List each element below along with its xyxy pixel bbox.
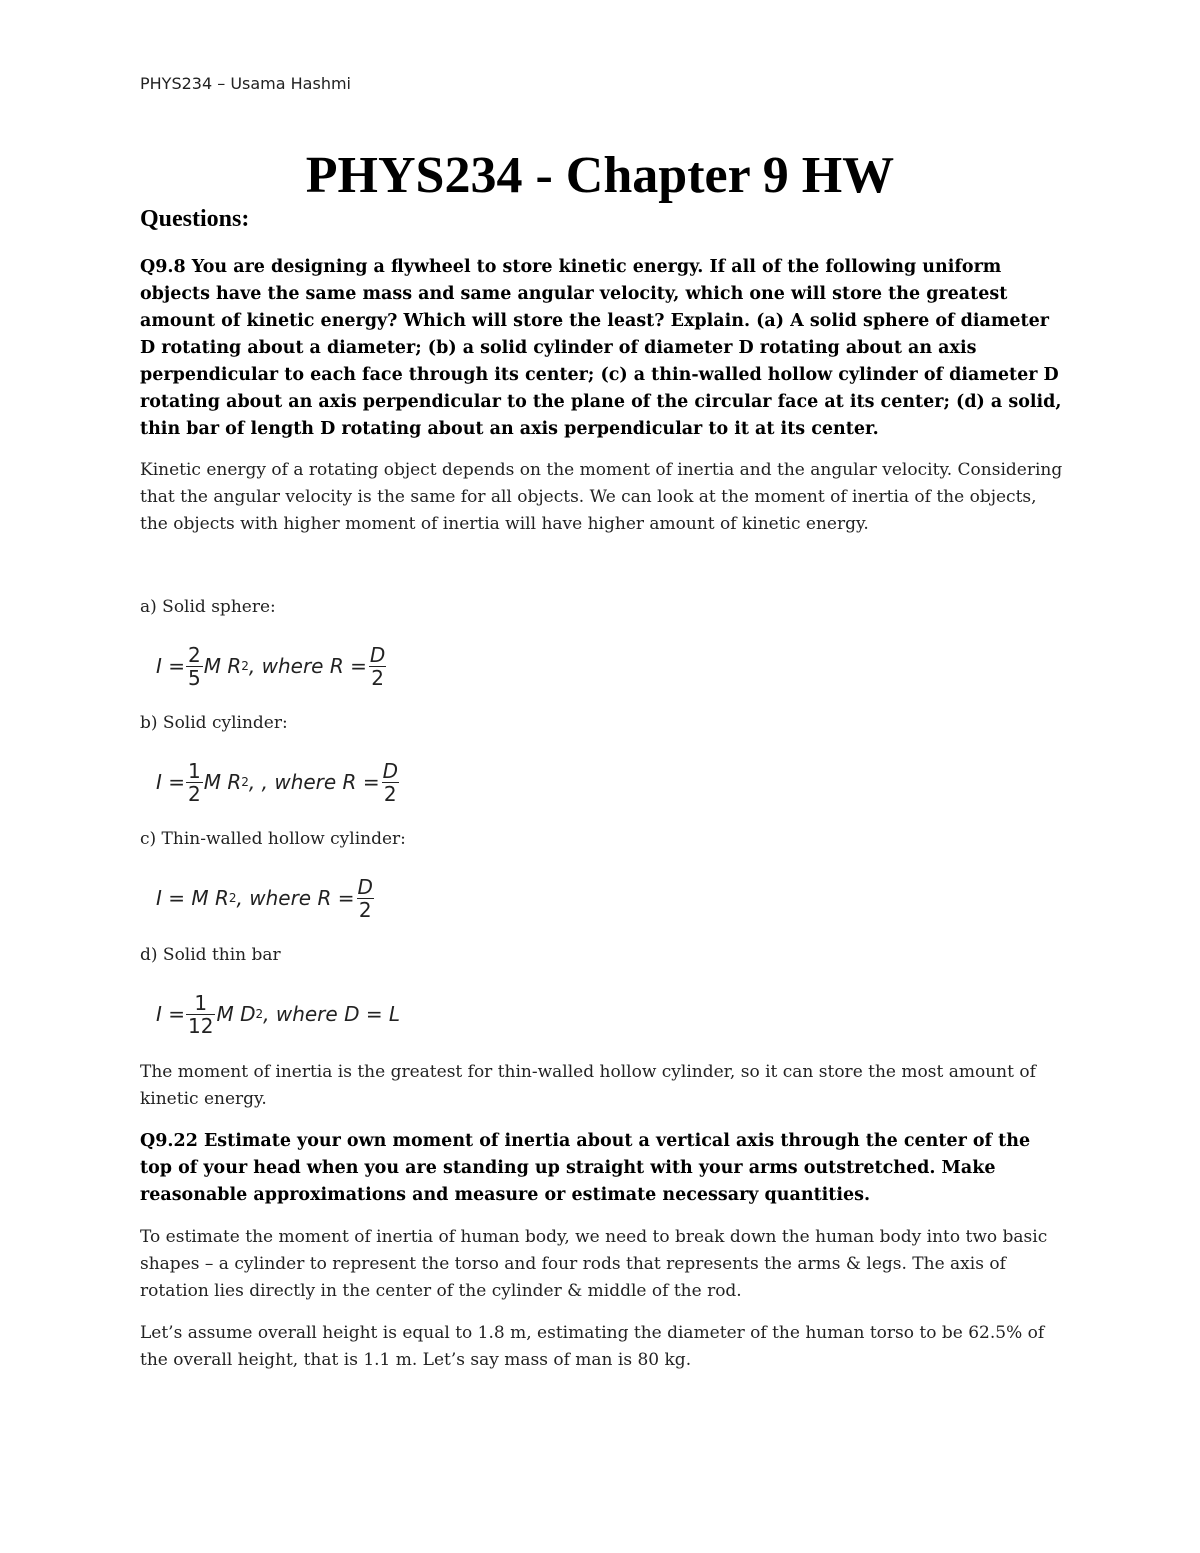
eq-where: , where R = [248, 654, 367, 678]
eq-lhs: I = [156, 1002, 186, 1026]
eq-exponent: 2 [228, 891, 237, 905]
answer-paragraph-1: To estimate the moment of inertia of human body, we need to break down the human body into two basic shapes – a cylinder to represent the torso and four rods that represents the arms & legs. The axis of rotation lies directly in the center of the cylinder & middle of the rod. [140, 1227, 1048, 1301]
eq-lhs: I = [156, 654, 186, 678]
equation-hollow-cylinder [156, 868, 376, 928]
eq-lhs: I = M R [156, 886, 229, 910]
question-q9-22: Q9.22 Estimate your own moment of inertia about a vertical axis through the center of the top of your head when you are standing up straight with your arms outstretched. Make reasonable approximations and measure or estimate necessary quantities. [140, 1131, 1031, 1205]
fraction-numerator: D [357, 874, 373, 899]
page-title: PHYS234 - Chapter 9 HW [305, 147, 895, 204]
eq-mass-term: M D [216, 1002, 256, 1026]
eq-exponent: 2 [241, 775, 249, 789]
fraction-denominator: 2 [371, 665, 384, 690]
eq-mass-term: M R [203, 770, 242, 794]
eq-lhs: I = [156, 770, 186, 794]
fraction-numerator: D [382, 758, 398, 783]
eq-where: , where D = L [263, 1002, 401, 1026]
running-header: PHYS234 – Usama Hashmi [140, 74, 351, 93]
fraction-denominator: 2 [188, 781, 201, 806]
fraction-coefficient [186, 992, 215, 1037]
fraction-coefficient [186, 644, 203, 689]
eq-where: , , where R = [248, 770, 380, 794]
eq-mass-term: M R [203, 654, 242, 678]
fraction-radius [368, 644, 387, 689]
fraction-radius [381, 760, 400, 805]
eq-exponent: 2 [255, 1007, 264, 1021]
fraction-denominator: 2 [358, 897, 372, 922]
fraction-radius [355, 876, 374, 921]
fraction-denominator: 12 [188, 1013, 214, 1038]
case-d-label: d) Solid thin bar [140, 945, 281, 965]
fraction-numerator: 1 [194, 990, 208, 1015]
fraction-numerator: 2 [188, 642, 201, 667]
fraction-coefficient [186, 760, 203, 805]
case-b-label: b) Solid cylinder: [140, 713, 288, 733]
question-q9-8: Q9.8 You are designing a flywheel to store kinetic energy. If all of the following uniform objects have the same mass and same angular velocity, which one will store the greatest amount of kinetic energy? Which will store the least? Explain. (a) A solid sphere of diameter D rotating about a diameter; (b) a solid cylinder of diameter D rotating about an axis perpendicular to each face through its center; (c) a thin-walled hollow cylinder of diameter D rotating about an axis perpendicular to the plane of the circular face at its center; (d) a solid, thin bar of length D rotating about an axis perpendicular to it at its center. [140, 257, 1062, 439]
case-a-label: a) Solid sphere: [140, 597, 276, 617]
eq-where: , where R = [236, 886, 355, 910]
fraction-numerator: D [369, 642, 386, 667]
equation-solid-cylinder [156, 752, 401, 812]
fraction-denominator: 5 [188, 665, 201, 690]
equation-solid-sphere [156, 636, 388, 696]
conclusion-paragraph: The moment of inertia is the greatest for thin-walled hollow cylinder, so it can store the most amount of kinetic energy. [140, 1062, 1036, 1109]
case-c-label: c) Thin-walled hollow cylinder: [140, 829, 406, 849]
eq-exponent: 2 [241, 659, 249, 673]
fraction-numerator: 1 [188, 758, 201, 783]
answer-paragraph-2: Let’s assume overall height is equal to 1.8 m, estimating the diameter of the human torso to be 62.5% of the overall height, that is 1.1 m. Let’s say mass of man is 80 kg. [140, 1323, 1045, 1370]
section-heading: Questions: [140, 206, 250, 232]
fraction-denominator: 2 [383, 781, 397, 806]
equation-thin-bar [156, 984, 400, 1044]
answer-intro: Kinetic energy of a rotating object depends on the moment of inertia and the angular velocity. Considering that the angular velocity is the same for all objects. We can look at the moment of inertia of the objects, the objects with higher moment of inertia will have higher amount of kinetic energy. [140, 460, 1063, 534]
